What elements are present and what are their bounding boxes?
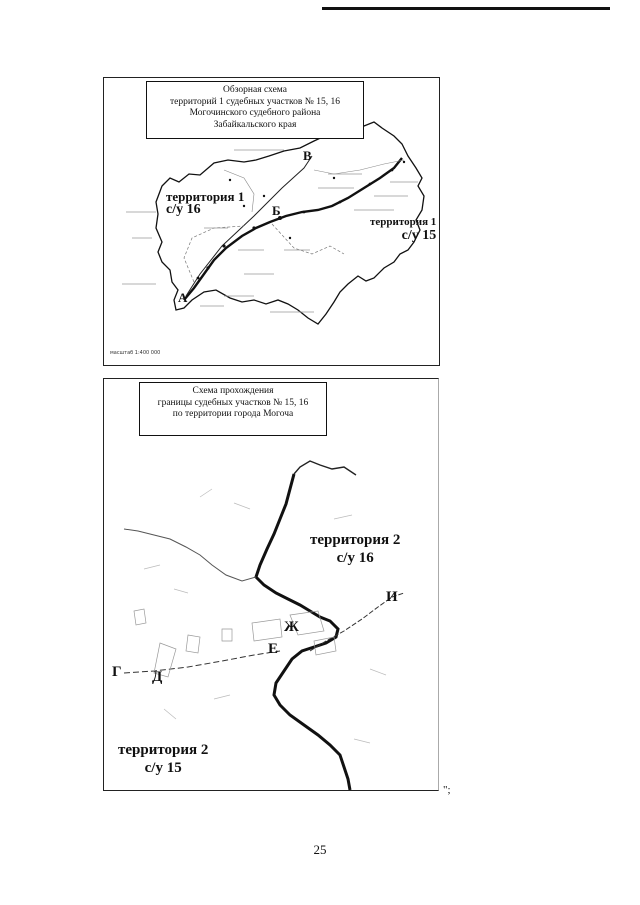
point-g-label: Г: [112, 664, 122, 680]
title-line: границы судебных участков № 15, 16: [157, 397, 309, 408]
territory-label-su16: территория 1 с/у 16: [166, 189, 245, 217]
point-v-label: В: [303, 148, 312, 163]
point-d-label: Д: [152, 669, 163, 685]
page-number: 25: [313, 842, 327, 857]
terrain-marks: [128, 489, 386, 753]
road-g-d-e: [124, 651, 280, 673]
point-a-label: А: [178, 290, 188, 305]
overview-map-title: [146, 81, 364, 139]
scale-caption: масштаб 1:400 000: [110, 350, 161, 356]
road-line-1: [186, 156, 312, 296]
left-boundary-branch: [124, 529, 256, 581]
city-boundary-map: [103, 378, 439, 791]
title-line: Забайкальского края: [213, 119, 297, 130]
title-line: Схема прохождения: [192, 386, 274, 396]
city-map-drawing: [104, 379, 438, 790]
boundary-thick-line: [256, 474, 350, 790]
title-line: Могочинского судебного района: [189, 108, 321, 118]
point-b-label: Б: [272, 203, 281, 218]
territory-label-su16: территория 2 с/у 16: [310, 532, 401, 566]
territory-label-su15: территория 1 с/у 15: [370, 216, 437, 243]
upper-boundary-branch: [294, 461, 356, 475]
top-rule: [322, 7, 610, 10]
city-blocks: [134, 609, 336, 677]
title-line: по территории города Могоча: [172, 409, 294, 419]
point-e-label: Е: [268, 641, 279, 657]
overview-map: [103, 77, 440, 366]
closing-quote: ";: [443, 784, 451, 796]
point-i-label: И: [386, 589, 398, 605]
title-line: территорий 1 судебных участков № 15, 16: [170, 96, 340, 107]
city-map-title: [139, 382, 327, 436]
territory-label-su15: территория 2 с/у 15: [118, 742, 209, 776]
title-line: Обзорная схема: [223, 85, 287, 95]
road-line-3: [272, 224, 344, 254]
point-zh-label: Ж: [284, 619, 299, 635]
